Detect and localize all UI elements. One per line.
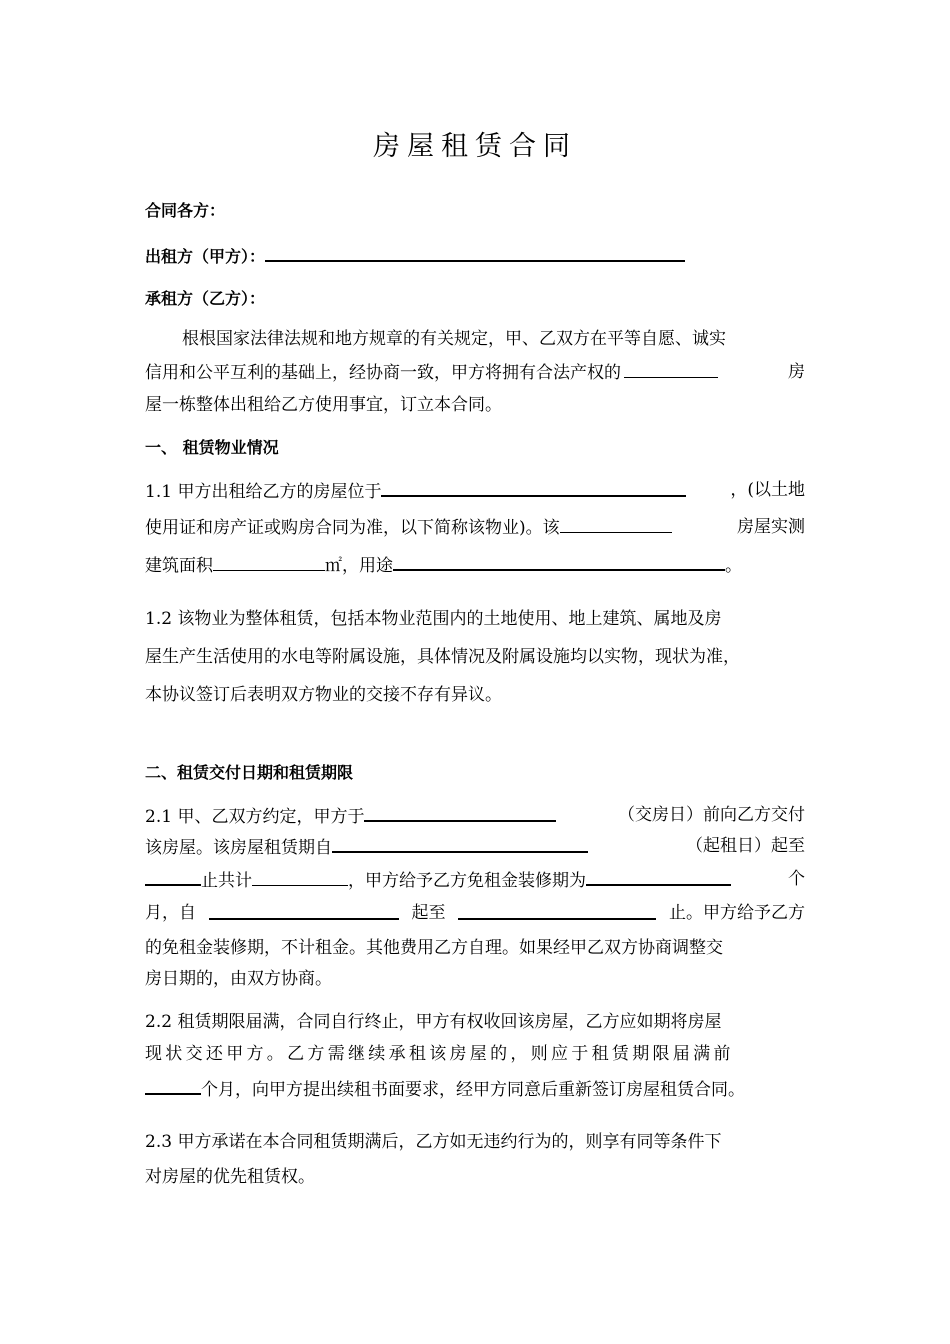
clause-1-2-line-3: 本协议签订后表明双方物业的交接不存有异议。 [145, 685, 502, 705]
lessor-label: 出租方（甲方）： [145, 247, 266, 266]
clause-1-1-line-2-text: 使用证和房产证或购房合同为准，以下简称该物业)。该 [145, 518, 560, 538]
handover-date-blank [364, 804, 556, 822]
intro-line-2-end: 房 [788, 362, 805, 382]
clause-2-3-line-2: 对房屋的优先租赁权。 [145, 1167, 315, 1187]
free-period-blank [586, 868, 731, 886]
clause-2-2-line-3-text: 个月，向甲方提出续租书面要求，经甲方同意后重新签订房屋租赁合同。 [201, 1080, 745, 1100]
clause-1-1-line-2-end: 房屋实测 [737, 517, 805, 537]
property-owner-blank [624, 361, 718, 378]
clause-2-1-line-3 [145, 868, 805, 892]
property-blank [560, 516, 672, 533]
free-start-blank [209, 902, 399, 920]
intro-line-3: 屋一栋整体出租给乙方使用事宜，订立本合同。 [145, 395, 502, 415]
clause-2-1-line-6: 房日期的，由双方协商。 [145, 969, 332, 989]
area-label: 建筑面积 [145, 556, 213, 576]
renewal-months-blank [145, 1077, 201, 1095]
to-label: 起至 [411, 903, 446, 923]
period: 。 [725, 556, 742, 576]
months-unit: 个 [788, 869, 805, 889]
usage-blank [393, 553, 725, 571]
clause-1-2-line-2: 屋生产生活使用的水电等附属设施，具体情况及附属设施均以实物，现状为准， [145, 647, 740, 667]
end-date-blank [145, 868, 201, 886]
free-rent-label: ，甲方给予乙方免租金装修期为 [348, 871, 586, 891]
parties-heading: 合同各方： [145, 201, 226, 220]
term-blank [252, 869, 348, 886]
section-1-heading: 一、 租赁物业情况 [145, 438, 279, 457]
clause-2-1-line-4 [145, 902, 805, 924]
total-label: 止共计 [201, 871, 252, 891]
clause-1-2-line-1: 1.2 该物业为整体租赁，包括本物业范围内的土地使用、地上建筑、属地及房 [145, 609, 722, 629]
document-title: 房屋租赁合同 [373, 131, 577, 162]
clause-2-2-line-3 [145, 1077, 745, 1101]
free-end-blank [458, 902, 656, 920]
clause-1-1-line-1-end: ，(以土地 [730, 480, 805, 500]
clause-2-1-line-2 [145, 835, 805, 859]
clause-2-1-line-5: 的免租金装修期，不计租金。其他费用乙方自理。如果经甲乙双方协商调整交 [145, 938, 723, 958]
clause-2-1-line-2-end: （起租日）起至 [686, 836, 805, 856]
start-date-blank [332, 835, 588, 853]
intro-line-2-text: 信用和公平互利的基础上，经协商一致，甲方将拥有合法产权的 [145, 363, 621, 383]
lessor-line [145, 244, 685, 268]
clause-2-1-line-1 [145, 804, 805, 828]
clause-1-1-line-3 [145, 553, 742, 577]
area-blank [213, 554, 325, 571]
clause-1-1-line-2 [145, 516, 805, 539]
intro-line-1: 根根国家法律法规和地方规章的有关规定，甲、乙双方在平等自愿、诚实 [182, 329, 726, 349]
clause-2-3-line-1: 2.3 甲方承诺在本合同租赁期满后，乙方如无违约行为的，则享有同等条件下 [145, 1132, 722, 1152]
clause-2-1-line-4-end: 止。甲方给予乙方 [669, 903, 805, 923]
clause-1-1-line-1 [145, 479, 805, 503]
location-blank [381, 479, 686, 497]
clause-1-1-text: 1.1 甲方出租给乙方的房屋位于 [145, 482, 382, 502]
clause-2-1-text: 2.1 甲、乙双方约定，甲方于 [145, 807, 365, 827]
lessor-blank [265, 244, 685, 262]
section-2-heading: 二、租赁交付日期和租赁期限 [145, 763, 354, 782]
clause-2-1-line-1-end: （交房日）前向乙方交付 [618, 805, 805, 825]
clause-2-2-line-2: 现状交还甲方。乙方需继续承租该房屋的，则应于租赁期限届满前 [145, 1044, 734, 1064]
from-label: 月，自 [145, 903, 196, 923]
usage-label: ㎡，用途 [325, 556, 393, 576]
lease-from-text: 该房屋。该房屋租赁期自 [145, 838, 332, 858]
clause-2-2-line-1: 2.2 租赁期限届满，合同自行终止，甲方有权收回该房屋，乙方应如期将房屋 [145, 1012, 722, 1032]
intro-line-2 [145, 361, 805, 384]
lessee-label: 承租方（乙方）： [145, 289, 266, 308]
